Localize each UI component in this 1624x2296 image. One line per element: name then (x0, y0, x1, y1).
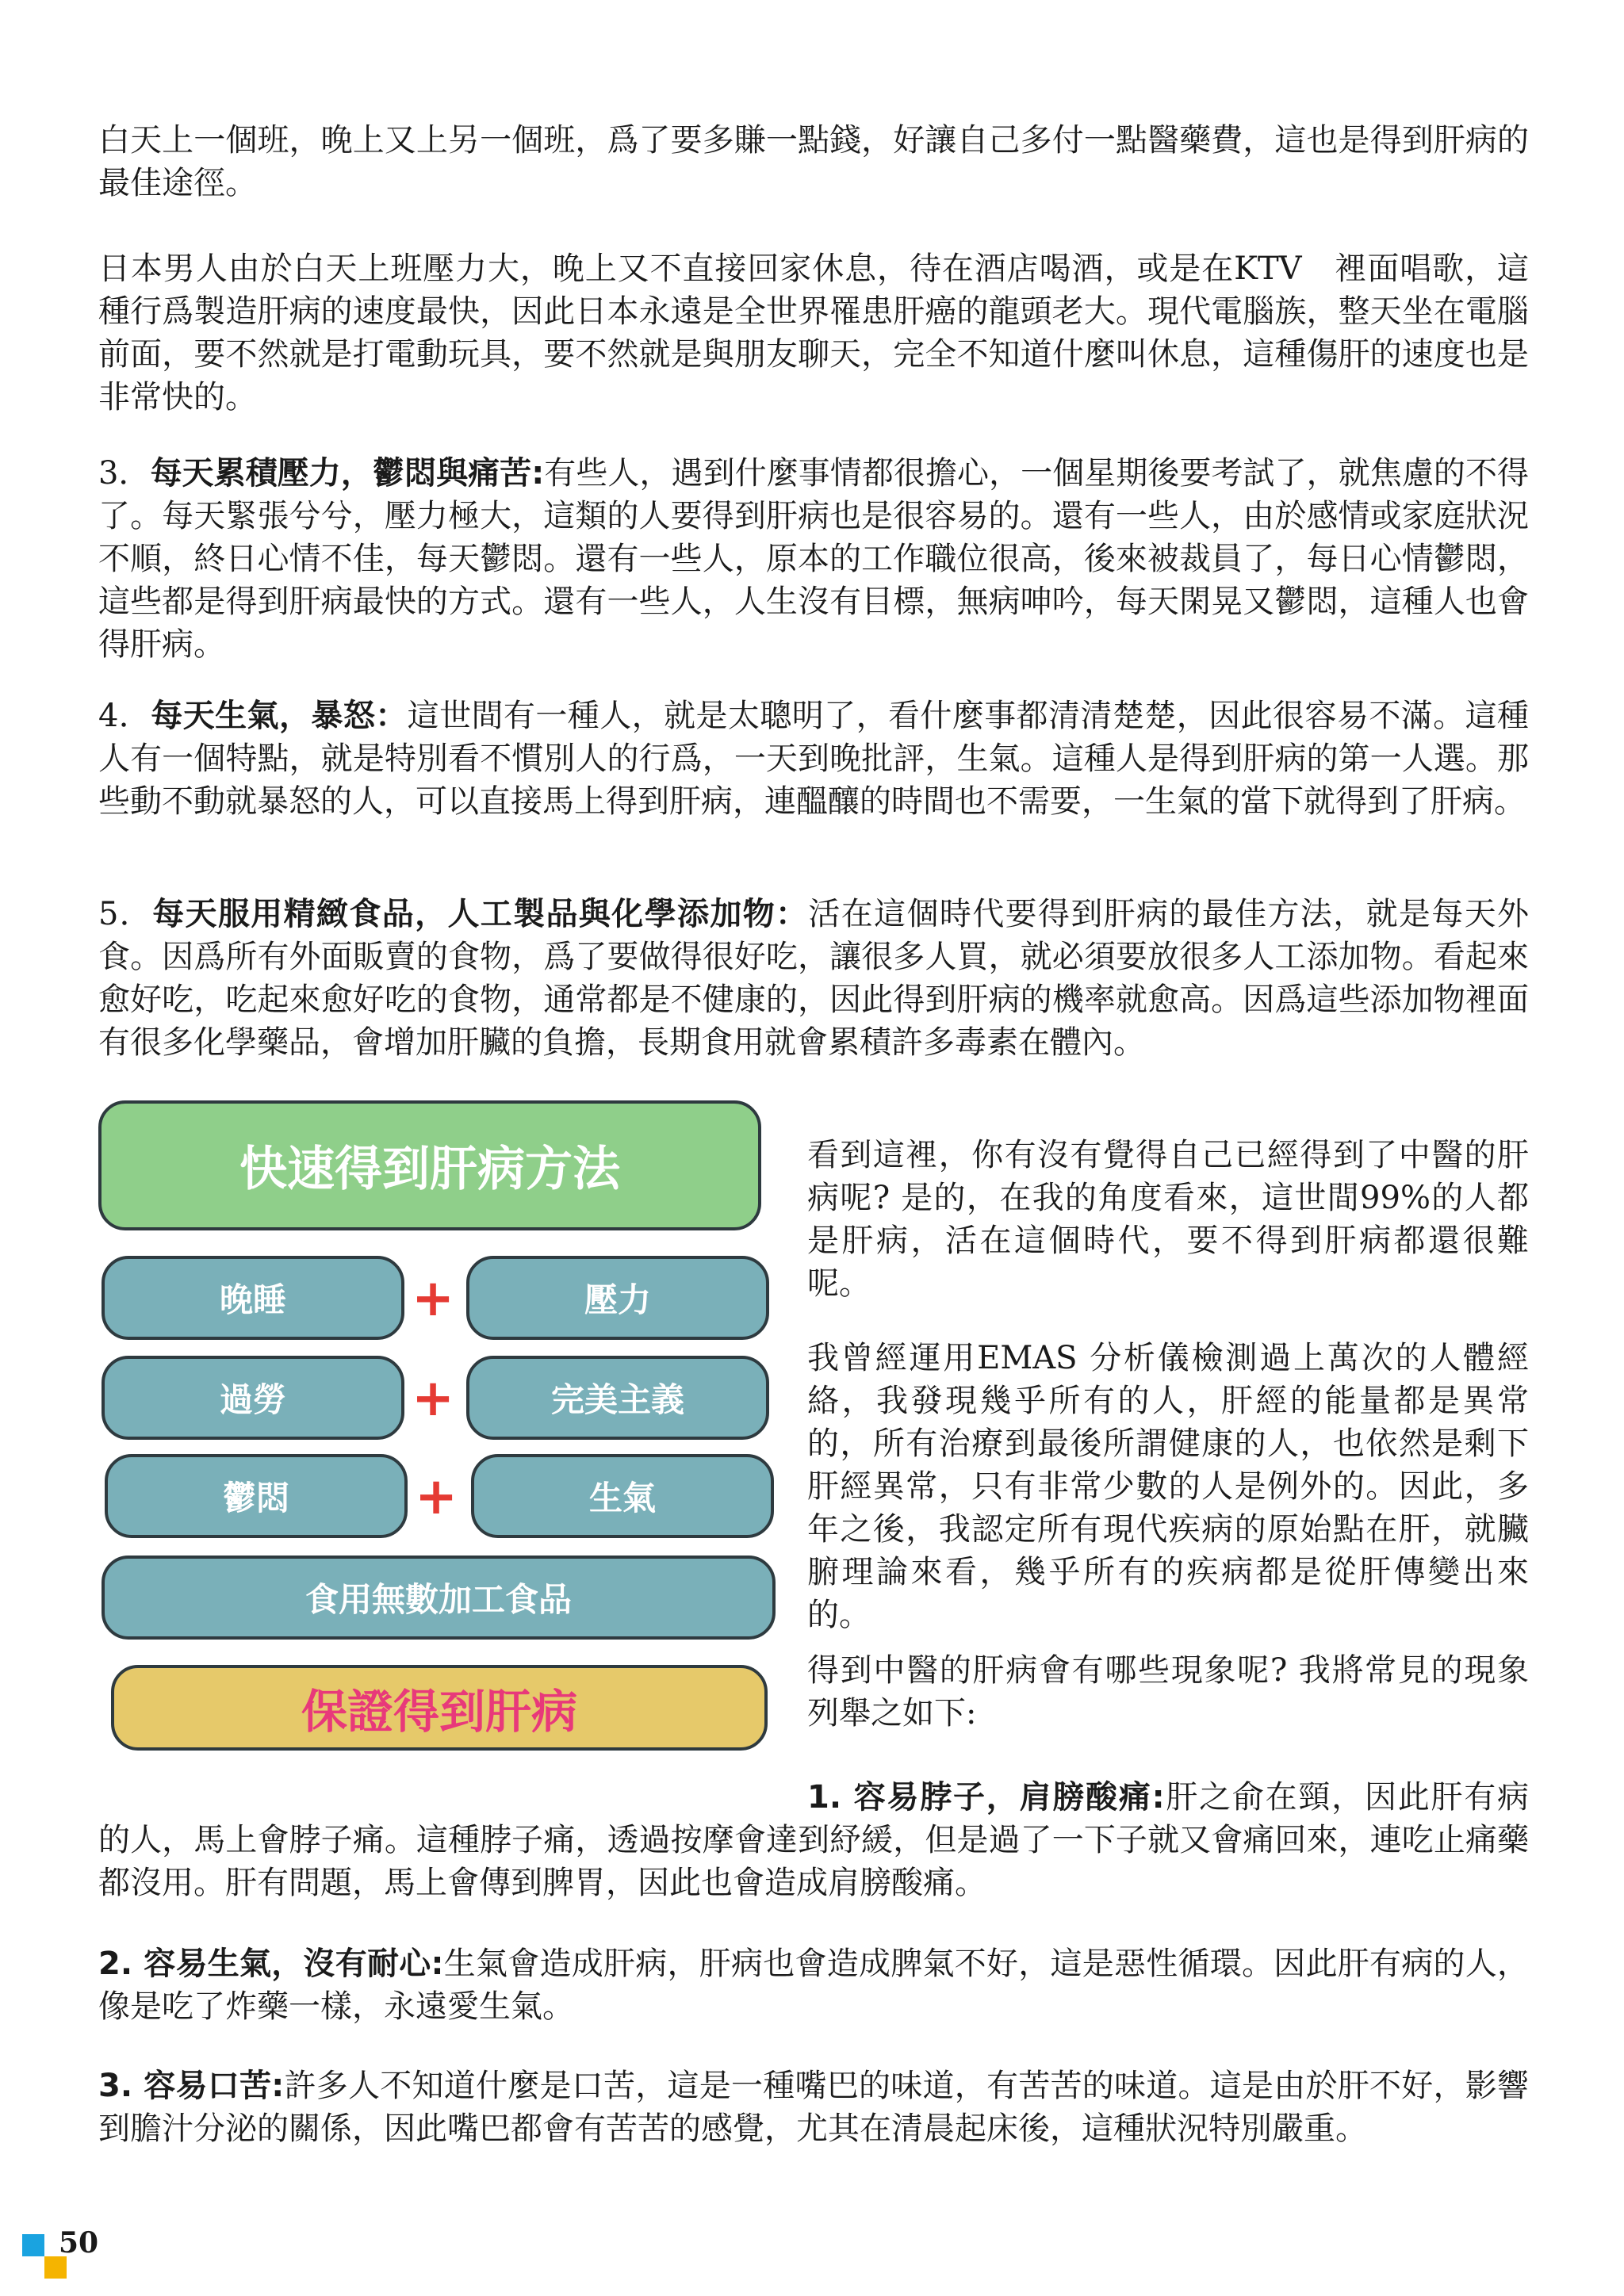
right-paragraph-3: 得到中醫的肝病會有哪些現象呢? 我將常見的現象列舉之如下: (807, 1652, 1529, 1732)
item-body: 有些人，遇到什麼事情都很擔心，一個星期後要考試了，就焦慮的不得了。每天緊張兮兮，壓力極大，這類的人要得到肝病也是很容易的。還有一些人，由於感情或家庭狀況不順，終日心情不佳，每天鬱悶。還有一些人，原本的工作職位很高，後來被裁員了，每日心情鬱悶，這些都是得到肝病最快的方式。還有一些人，人生沒有目標，無病呻吟，每天閑晃又鬱悶，這種人也會得肝病。 (98, 455, 1530, 663)
plus-icon: + (415, 1468, 458, 1526)
symptom-heading: 2. 容易生氣，沒有耐心: (98, 1946, 444, 1982)
item-number: 5． (98, 896, 153, 932)
item-body: 這世間有一種人，就是太聰明了，看什麼事都清清楚楚，因此很容易不滿。這種人有一個特點，就是特別看不慣別人的行爲，一天到晚批評，生氣。這種人是得到肝病的第一人選。那些動不動就暴怒的人，可以直接馬上得到肝病，連醞釀的時間也不需要，一生氣的當下就得到了肝病。 (98, 698, 1530, 820)
diagram-item-perfectionism: 完美主義 (466, 1356, 769, 1440)
symptom-3 (98, 2064, 1529, 2150)
right-paragraph-1: 看到這裡，你有沒有覺得自己已經得到了中醫的肝病呢? 是的，在我的角度看來，這世間99%的人都是肝病，活在這個時代，要不得到肝病都還很難呢。 (807, 1137, 1529, 1302)
item-heading: 每天生氣，暴怒： (151, 698, 408, 734)
item-number: 3． (98, 455, 151, 492)
symptom-heading: 1. 容易脖子，肩膀酸痛: (807, 1779, 1165, 1816)
liver-disease-diagram (98, 1100, 779, 1754)
item-body: 活在這個時代要得到肝病的最佳方法，就是每天外食。因爲所有外面販賣的食物，爲了要做得很好吃，讓很多人買，就必須要放很多人工添加物。看起來愈好吃，吃起來愈好吃的食物，通常都是不健康的，因此得到肝病的機率就愈高。因爲這些添加物裡面有很多化學藥品，會增加肝臟的負擔，長期食用就會累積許多毒素在體內。 (98, 896, 1530, 1061)
diagram-item-processed-food: 食用無數加工食品 (102, 1556, 776, 1640)
right-paragraph-2: 我曾經運用EMAS 分析儀檢測過上萬次的人體經絡，我發現幾乎所有的人，肝經的能量都是異常的，所有治療到最後所謂健康的人，也依然是剩下肝經異常，只有非常少數的人是例外的。因此，多年之後，我認定所有現代疾病的原始點在肝，就臟腑理論來看，幾乎所有的疾病都是從肝傳變出來的。 (807, 1340, 1529, 1633)
paragraph-1: 白天上一個班，晚上又上另一個班，爲了要多賺一點錢，好讓自己多付一點醫藥費，這也是得到肝病的最佳途徑。 (98, 122, 1529, 201)
symptom-body: 許多人不知道什麼是口苦，這是一種嘴巴的味道，有苦苦的味道。這是由於肝不好，影響到膽汁分泌的關係，因此嘴巴都會有苦苦的感覺，尤其在清晨起床後，這種狀況特別嚴重。 (98, 2068, 1530, 2147)
diagram-item-overwork: 過勞 (102, 1356, 404, 1440)
item-heading: 每天服用精緻食品，人工製品與化學添加物： (152, 896, 809, 932)
paragraph-5 (98, 893, 1529, 1064)
page-number: 50 (59, 2226, 99, 2260)
marker-square-blue (22, 2234, 44, 2256)
symptom-1 (98, 1776, 1529, 1904)
symptom-body: 生氣會造成肝病，肝病也會造成脾氣不好，這是惡性循環。因此肝有病的人，像是吃了炸藥一樣，永遠愛生氣。 (98, 1946, 1530, 2025)
plus-icon: + (412, 1269, 454, 1328)
diagram-item-anger: 生氣 (471, 1454, 774, 1538)
symptom-2 (98, 1942, 1529, 2028)
item-heading: 每天累積壓力，鬱悶與痛苦: (150, 455, 545, 492)
diagram-item-stress: 壓力 (466, 1256, 769, 1340)
diagram-title-box: 快速得到肝病方法 (98, 1100, 761, 1230)
paragraph-2: 日本男人由於白天上班壓力大，晚上又不直接回家休息，待在酒店喝酒，或是在KTV 裡面唱歌，這種行爲製造肝病的速度最快，因此日本永遠是全世界罹患肝癌的龍頭老大。現代電腦族，整天坐在電腦前面，要不然就是打電動玩具，要不然就是與朋友聊天，完全不知道什麼叫休息，這種傷肝的速度也是非常快的。 (98, 251, 1529, 415)
diagram-item-late-sleep: 晚睡 (102, 1256, 404, 1340)
symptom-heading: 3. 容易口苦: (98, 2068, 285, 2104)
item-number: 4． (98, 698, 151, 734)
paragraph-4 (98, 695, 1529, 823)
diagram-result-box: 保證得到肝病 (111, 1665, 768, 1751)
paragraph-3 (98, 452, 1529, 666)
marker-square-yellow (44, 2256, 67, 2279)
plus-icon: + (412, 1369, 454, 1428)
diagram-item-depression: 鬱悶 (105, 1454, 408, 1538)
symptom-body: 肝之俞在頸，因此肝有病的人，馬上會脖子痛。這種脖子痛，透過按摩會達到紓緩，但是過了一下子就又會痛回來，連吃止痛藥都沒用。肝有問題，馬上會傳到脾胃，因此也會造成肩膀酸痛。 (98, 1779, 1529, 1901)
